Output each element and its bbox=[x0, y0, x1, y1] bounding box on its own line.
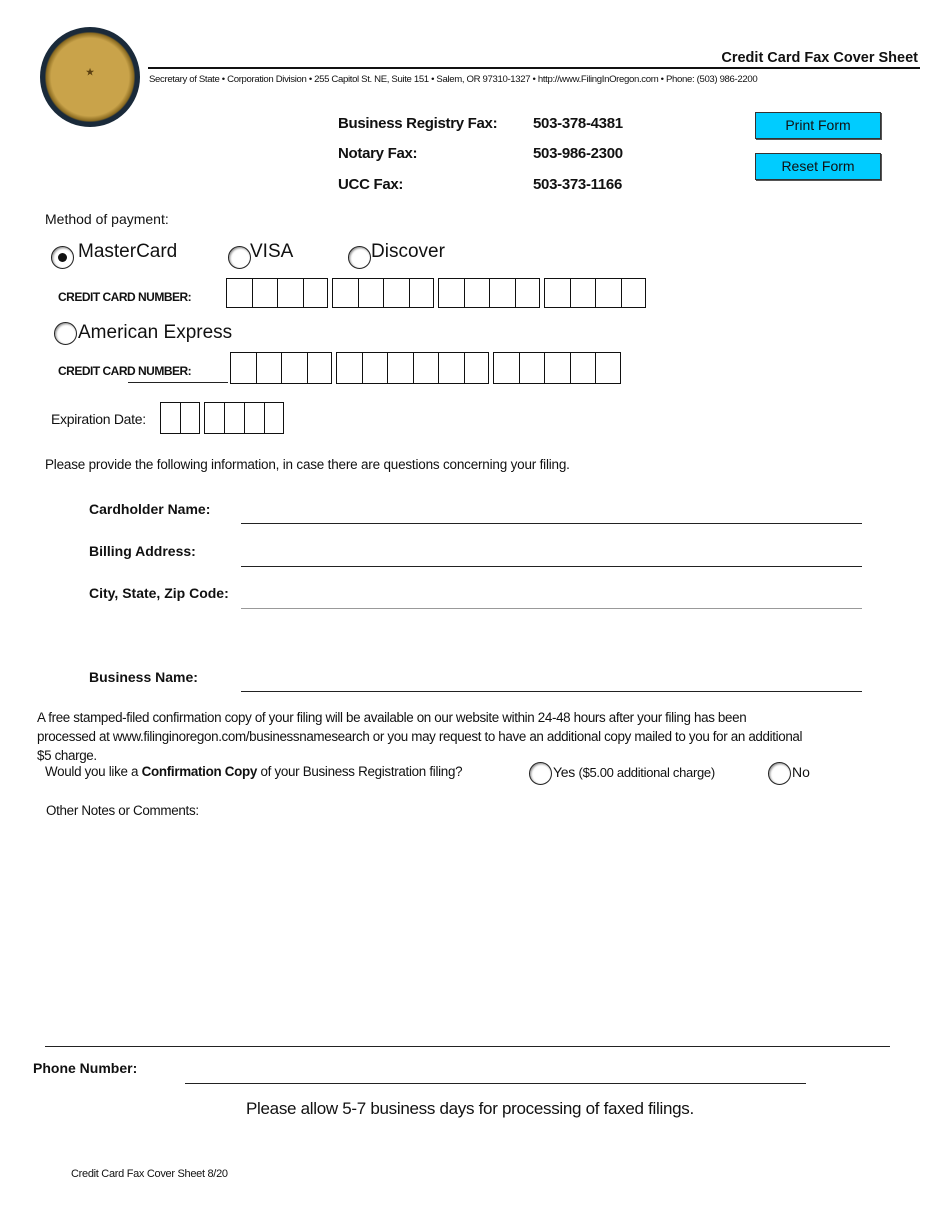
visa-label: VISA bbox=[250, 241, 294, 262]
digit-box[interactable] bbox=[244, 402, 264, 434]
digit-box[interactable] bbox=[621, 278, 647, 308]
processing-note: Please allow 5-7 business days for processing of faxed filings. bbox=[246, 1099, 694, 1118]
digit-box[interactable] bbox=[409, 278, 435, 308]
digit-box[interactable] bbox=[226, 278, 252, 308]
digit-box[interactable] bbox=[332, 278, 358, 308]
digit-box[interactable] bbox=[387, 352, 413, 384]
radio-mastercard[interactable] bbox=[51, 246, 74, 269]
info-intro: Please provide the following information, in case there are questions concerning your filing. bbox=[45, 457, 570, 472]
confirmation-yes-label bbox=[553, 764, 715, 780]
digit-box[interactable] bbox=[230, 352, 256, 384]
confirmation-paragraph-line: $5 charge. bbox=[37, 748, 97, 763]
digit-box[interactable] bbox=[336, 352, 362, 384]
digit-box[interactable] bbox=[493, 352, 519, 384]
print-form-button[interactable]: Print Form bbox=[755, 112, 881, 139]
billing-address-label: Billing Address: bbox=[89, 543, 196, 559]
fax-label-business-registry: Business Registry Fax: bbox=[338, 115, 498, 132]
mastercard-label: MasterCard bbox=[78, 241, 178, 262]
payment-method-label: Method of payment: bbox=[45, 211, 169, 227]
digit-box[interactable] bbox=[438, 352, 464, 384]
digit-box[interactable] bbox=[464, 352, 490, 384]
digit-box[interactable] bbox=[595, 278, 621, 308]
amex-card-number-field[interactable] bbox=[230, 352, 621, 384]
question-text-end: of your Business Registration filing? bbox=[257, 764, 463, 779]
business-name-label: Business Name: bbox=[89, 669, 198, 685]
fax-number-notary: 503-986-2300 bbox=[533, 145, 623, 162]
confirmation-question bbox=[45, 764, 462, 779]
notes-label: Other Notes or Comments: bbox=[46, 803, 199, 818]
reset-form-button[interactable]: Reset Form bbox=[755, 153, 881, 180]
header-rule bbox=[148, 67, 920, 69]
business-name-input[interactable] bbox=[241, 691, 862, 692]
digit-box[interactable] bbox=[358, 278, 384, 308]
digit-box[interactable] bbox=[362, 352, 388, 384]
confirmation-paragraph-line: A free stamped-filed confirmation copy of your filing will be available on our website within 24-48 hours after your filing has been bbox=[37, 710, 747, 725]
expiration-date-field[interactable] bbox=[160, 402, 284, 434]
digit-box[interactable] bbox=[515, 278, 541, 308]
digit-box[interactable] bbox=[595, 352, 621, 384]
notes-bottom-rule bbox=[45, 1046, 890, 1047]
digit-box[interactable] bbox=[281, 352, 307, 384]
phone-number-label: Phone Number: bbox=[33, 1060, 138, 1076]
digit-box[interactable] bbox=[204, 402, 224, 434]
digit-box[interactable] bbox=[544, 352, 570, 384]
digit-box[interactable] bbox=[383, 278, 409, 308]
radio-american-express[interactable] bbox=[54, 322, 77, 345]
cardholder-name-input[interactable] bbox=[241, 523, 862, 524]
expiration-date-label: Expiration Date: bbox=[51, 411, 146, 427]
digit-box[interactable] bbox=[570, 278, 596, 308]
page-title: Credit Card Fax Cover Sheet bbox=[721, 50, 918, 66]
billing-address-input[interactable] bbox=[241, 566, 862, 567]
digit-box[interactable] bbox=[256, 352, 282, 384]
yes-text: Yes bbox=[553, 764, 575, 780]
digit-box[interactable] bbox=[413, 352, 439, 384]
digit-box[interactable] bbox=[570, 352, 596, 384]
cardholder-name-label: Cardholder Name: bbox=[89, 501, 211, 517]
digit-box[interactable] bbox=[160, 402, 180, 434]
radio-visa[interactable] bbox=[228, 246, 251, 269]
digit-box[interactable] bbox=[252, 278, 278, 308]
yes-note: ($5.00 additional charge) bbox=[578, 765, 715, 780]
confirmation-paragraph bbox=[37, 708, 802, 765]
discover-label: Discover bbox=[371, 241, 445, 262]
fax-label-notary: Notary Fax: bbox=[338, 145, 418, 162]
digit-box[interactable] bbox=[224, 402, 244, 434]
digit-box[interactable] bbox=[544, 278, 570, 308]
radio-confirmation-no[interactable] bbox=[768, 762, 791, 785]
credit-card-number-field[interactable] bbox=[226, 278, 646, 308]
header-address: Secretary of State • Corporation Division • 255 Capitol St. NE, Suite 151 • Salem, OR 97310-1327 • http://www.FilingInOregon.com • Phone: (503) 986-2200 bbox=[149, 74, 758, 85]
footer-form-id: Credit Card Fax Cover Sheet 8/20 bbox=[71, 1168, 228, 1180]
fax-number-ucc: 503-373-1166 bbox=[533, 176, 622, 193]
digit-box[interactable] bbox=[464, 278, 490, 308]
digit-box[interactable] bbox=[438, 278, 464, 308]
notes-textarea[interactable] bbox=[45, 825, 890, 1043]
digit-box[interactable] bbox=[307, 352, 333, 384]
oregon-state-seal-logo bbox=[40, 27, 140, 127]
fax-label-ucc: UCC Fax: bbox=[338, 176, 404, 193]
city-state-zip-input[interactable] bbox=[241, 608, 862, 609]
seal-lettering: ★ bbox=[85, 67, 95, 77]
digit-box[interactable] bbox=[264, 402, 284, 434]
question-text: Would you like a bbox=[45, 764, 142, 779]
city-state-zip-label: City, State, Zip Code: bbox=[89, 585, 229, 601]
digit-box[interactable] bbox=[303, 278, 329, 308]
phone-number-input[interactable] bbox=[185, 1083, 806, 1084]
american-express-label: American Express bbox=[78, 322, 233, 343]
ccn-label: CREDIT CARD NUMBER: bbox=[58, 290, 192, 304]
confirmation-no-label: No bbox=[792, 764, 810, 780]
fax-number-business-registry: 503-378-4381 bbox=[533, 115, 623, 132]
digit-box[interactable] bbox=[519, 352, 545, 384]
question-bold: Confirmation Copy bbox=[141, 764, 258, 779]
digit-box[interactable] bbox=[180, 402, 200, 434]
amex-ccn-label: CREDIT CARD NUMBER: bbox=[58, 364, 192, 378]
amex-ccn-underline bbox=[128, 382, 228, 383]
digit-box[interactable] bbox=[277, 278, 303, 308]
digit-box[interactable] bbox=[489, 278, 515, 308]
radio-confirmation-yes[interactable] bbox=[529, 762, 552, 785]
radio-discover[interactable] bbox=[348, 246, 371, 269]
confirmation-paragraph-line: processed at www.filinginoregon.com/businessnamesearch or you may request to have an additional copy mailed to you for an additional bbox=[37, 729, 803, 744]
